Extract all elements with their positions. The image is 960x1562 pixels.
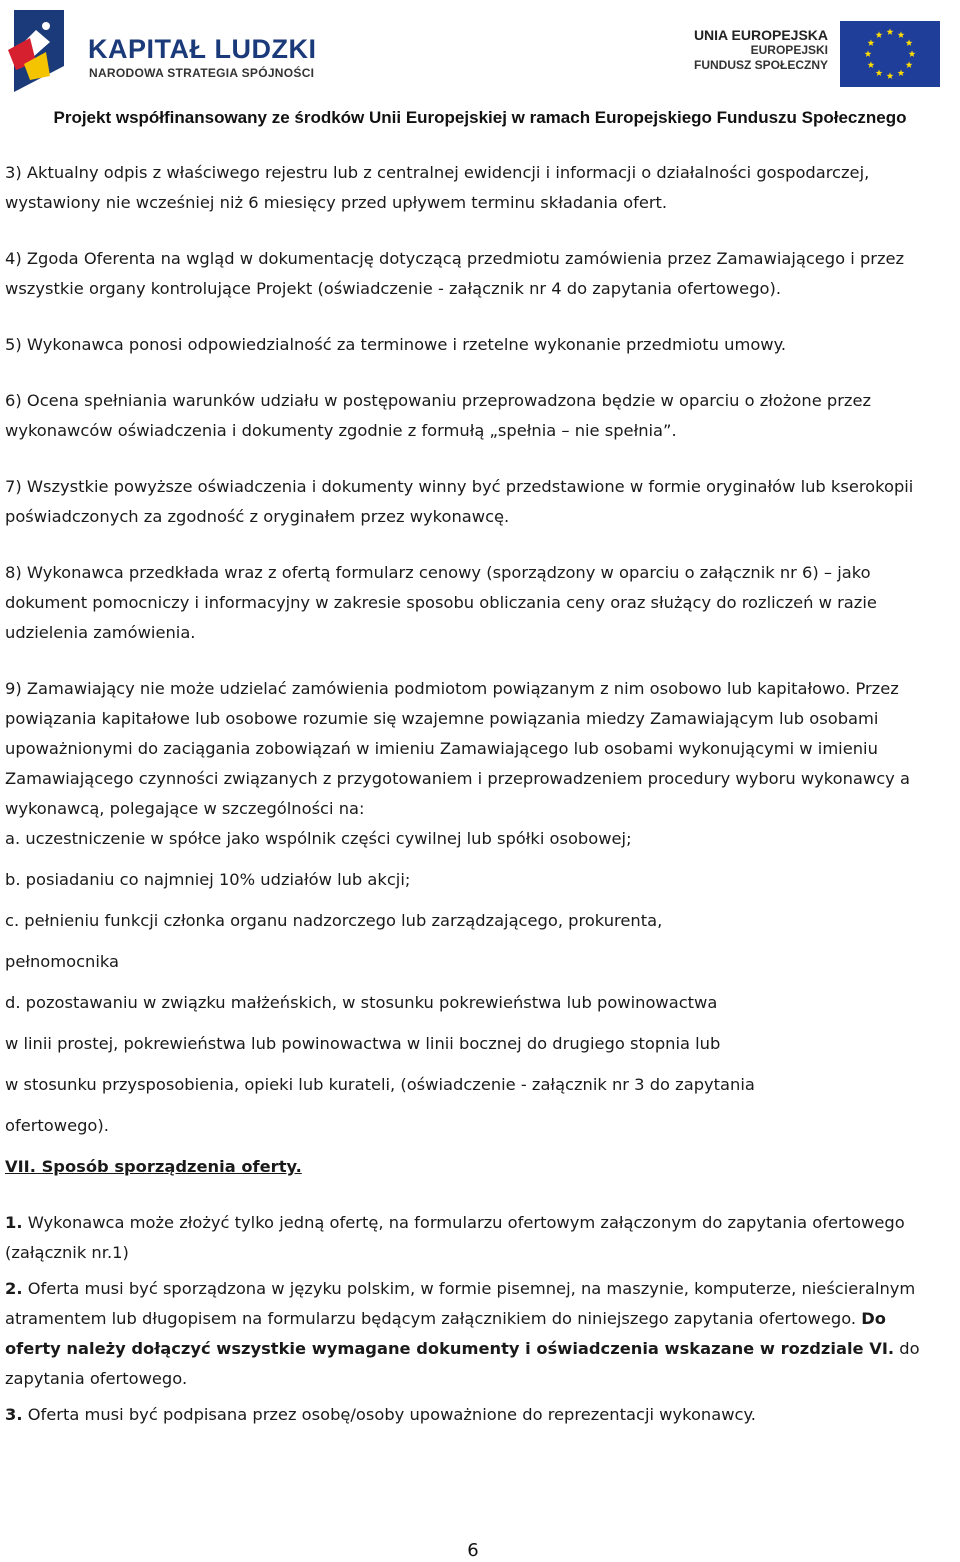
paragraph-9: 9) Zamawiający nie może udzielać zamówienia podmiotom powiązanym z nim osobowo lub kapitałowo. Przez powiązania kapitałowe lub osobowe rozumie się wzajemne powiązania miedzy Zamawiającym lub osobami upoważnionymi do zaciągania zobowiązań w imieniu Zamawiającego lub osobami wykonującymi w imieniu Zamawiającego czynności związanych z przygotowaniem i przeprowadzeniem procedury wyboru wykonawcy a wykonawcą, polegające w szczególności na:: [5, 679, 910, 818]
page-header: [0, 0, 960, 127]
item-d-line1: d. pozostawaniu w związku małżeńskich, w stosunku pokrewieństwa lub powinowactwa: [5, 993, 718, 1012]
item-2-number: 2.: [5, 1279, 23, 1298]
kapital-ludzki-subtitle: NARODOWA STRATEGIA SPÓJNOŚCI: [89, 66, 315, 80]
section7-item-3: [5, 1400, 940, 1430]
item-3-text: Oferta musi być podpisana przez osobę/osoby upoważnione do reprezentacji wykonawcy.: [22, 1405, 756, 1424]
item-1-text: Wykonawca może złożyć tylko jedną ofertę, na formularzu ofertowym załączonym do zapytania ofertowego (załącznik nr.1): [5, 1213, 905, 1262]
paragraph-5: 5) Wykonawca ponosi odpowiedzialność za terminowe i rzetelne wykonanie przedmiotu umowy.: [5, 335, 787, 354]
item-2-bold-text: Do oferty należy dołączyć wszystkie wymagane dokumenty i oświadczenia wskazane w rozdziale VI.: [5, 1309, 895, 1358]
kapital-ludzki-title: KAPITAŁ LUDZKI: [88, 34, 317, 64]
section-heading: VII. Sposób sporządzenia oferty.: [5, 1157, 302, 1176]
cofinancing-banner: Projekt współfinansowany ze środków Unii Europejskiej w ramach Europejskiego Funduszu Społecznego: [53, 108, 907, 127]
paragraph-8: 8) Wykonawca przedkłada wraz z ofertą formularz cenowy (sporządzony w oparciu o załącznik nr 6) – jako dokument pomocniczy i informacyjny w zakresie sposobu obliczania ceny oraz służący do rozliczeń w razie udzielenia zamówienia.: [5, 563, 877, 642]
section7-item-2: [5, 1274, 940, 1394]
eu-flag-icon: [840, 21, 940, 87]
item-c-line2: pełnomocnika: [5, 952, 119, 971]
eu-european-label: EUROPEJSKI: [750, 43, 828, 57]
eu-social-fund-label: FUNDUSZ SPOŁECZNY: [693, 58, 828, 72]
paragraph-7: 7) Wszystkie powyższe oświadczenia i dokumenty winny być przedstawione w formie oryginałów lub kserokopii poświadczonych za zgodność z oryginałem przez wykonawcę.: [5, 477, 914, 526]
kapital-ludzki-logo: [6, 6, 76, 92]
item-d-line3: w stosunku przysposobienia, opieki lub kurateli, (oświadczenie - załącznik nr 3 do zapytania: [5, 1075, 755, 1094]
item-d-line4: ofertowego).: [5, 1116, 109, 1135]
item-2-text: Oferta musi być sporządzona w języku polskim, w formie pisemnej, na maszynie, komputerze, nieścieralnym atramentem lub długopisem na formularzu będącym załącznikiem do niniejszego zapytania ofertowego.: [5, 1279, 916, 1328]
section7-item-1: [5, 1208, 940, 1268]
item-a: a. uczestniczenie w spółce jako wspólnik części cywilnej lub spółki osobowej;: [5, 829, 632, 848]
item-d-line2: w linii prostej, pokrewieństwa lub powinowactwa w linii bocznej do drugiego stopnia lub: [5, 1034, 721, 1053]
document-body: [5, 158, 940, 1456]
item-3-number: 3.: [5, 1405, 23, 1424]
paragraph-3: 3) Aktualny odpis z właściwego rejestru lub z centralnej ewidencji i informacji o działalności gospodarczej, wystawiony nie wcześniej niż 6 miesięcy przed upływem terminu składania ofert.: [5, 163, 870, 212]
eu-union-label: UNIA EUROPEJSKA: [693, 27, 828, 43]
page-number: 6: [467, 1540, 479, 1561]
item-c-line1: c. pełnieniu funkcji członka organu nadzorczego lub zarządzającego, prokurenta,: [5, 911, 663, 930]
item-1-number: 1.: [5, 1213, 23, 1232]
item-b: b. posiadaniu co najmniej 10% udziałów lub akcji;: [5, 870, 411, 889]
eu-fund-label: [694, 28, 828, 73]
paragraph-6: 6) Ocena spełniania warunków udziału w postępowaniu przeprowadzona będzie w oparciu o złożone przez wykonawców oświadczenia i dokumenty zgodnie z formułą „spełnia – nie spełnia”.: [5, 391, 872, 440]
item-2-tail: do zapytania ofertowego.: [5, 1339, 920, 1388]
paragraph-4: 4) Zgoda Oferenta na wgląd w dokumentację dotyczącą przedmiotu zamówienia przez Zamawiającego i przez wszystkie organy kontrolujące Projekt (oświadczenie - załącznik nr 4 do zapytania ofertowego).: [5, 249, 905, 298]
